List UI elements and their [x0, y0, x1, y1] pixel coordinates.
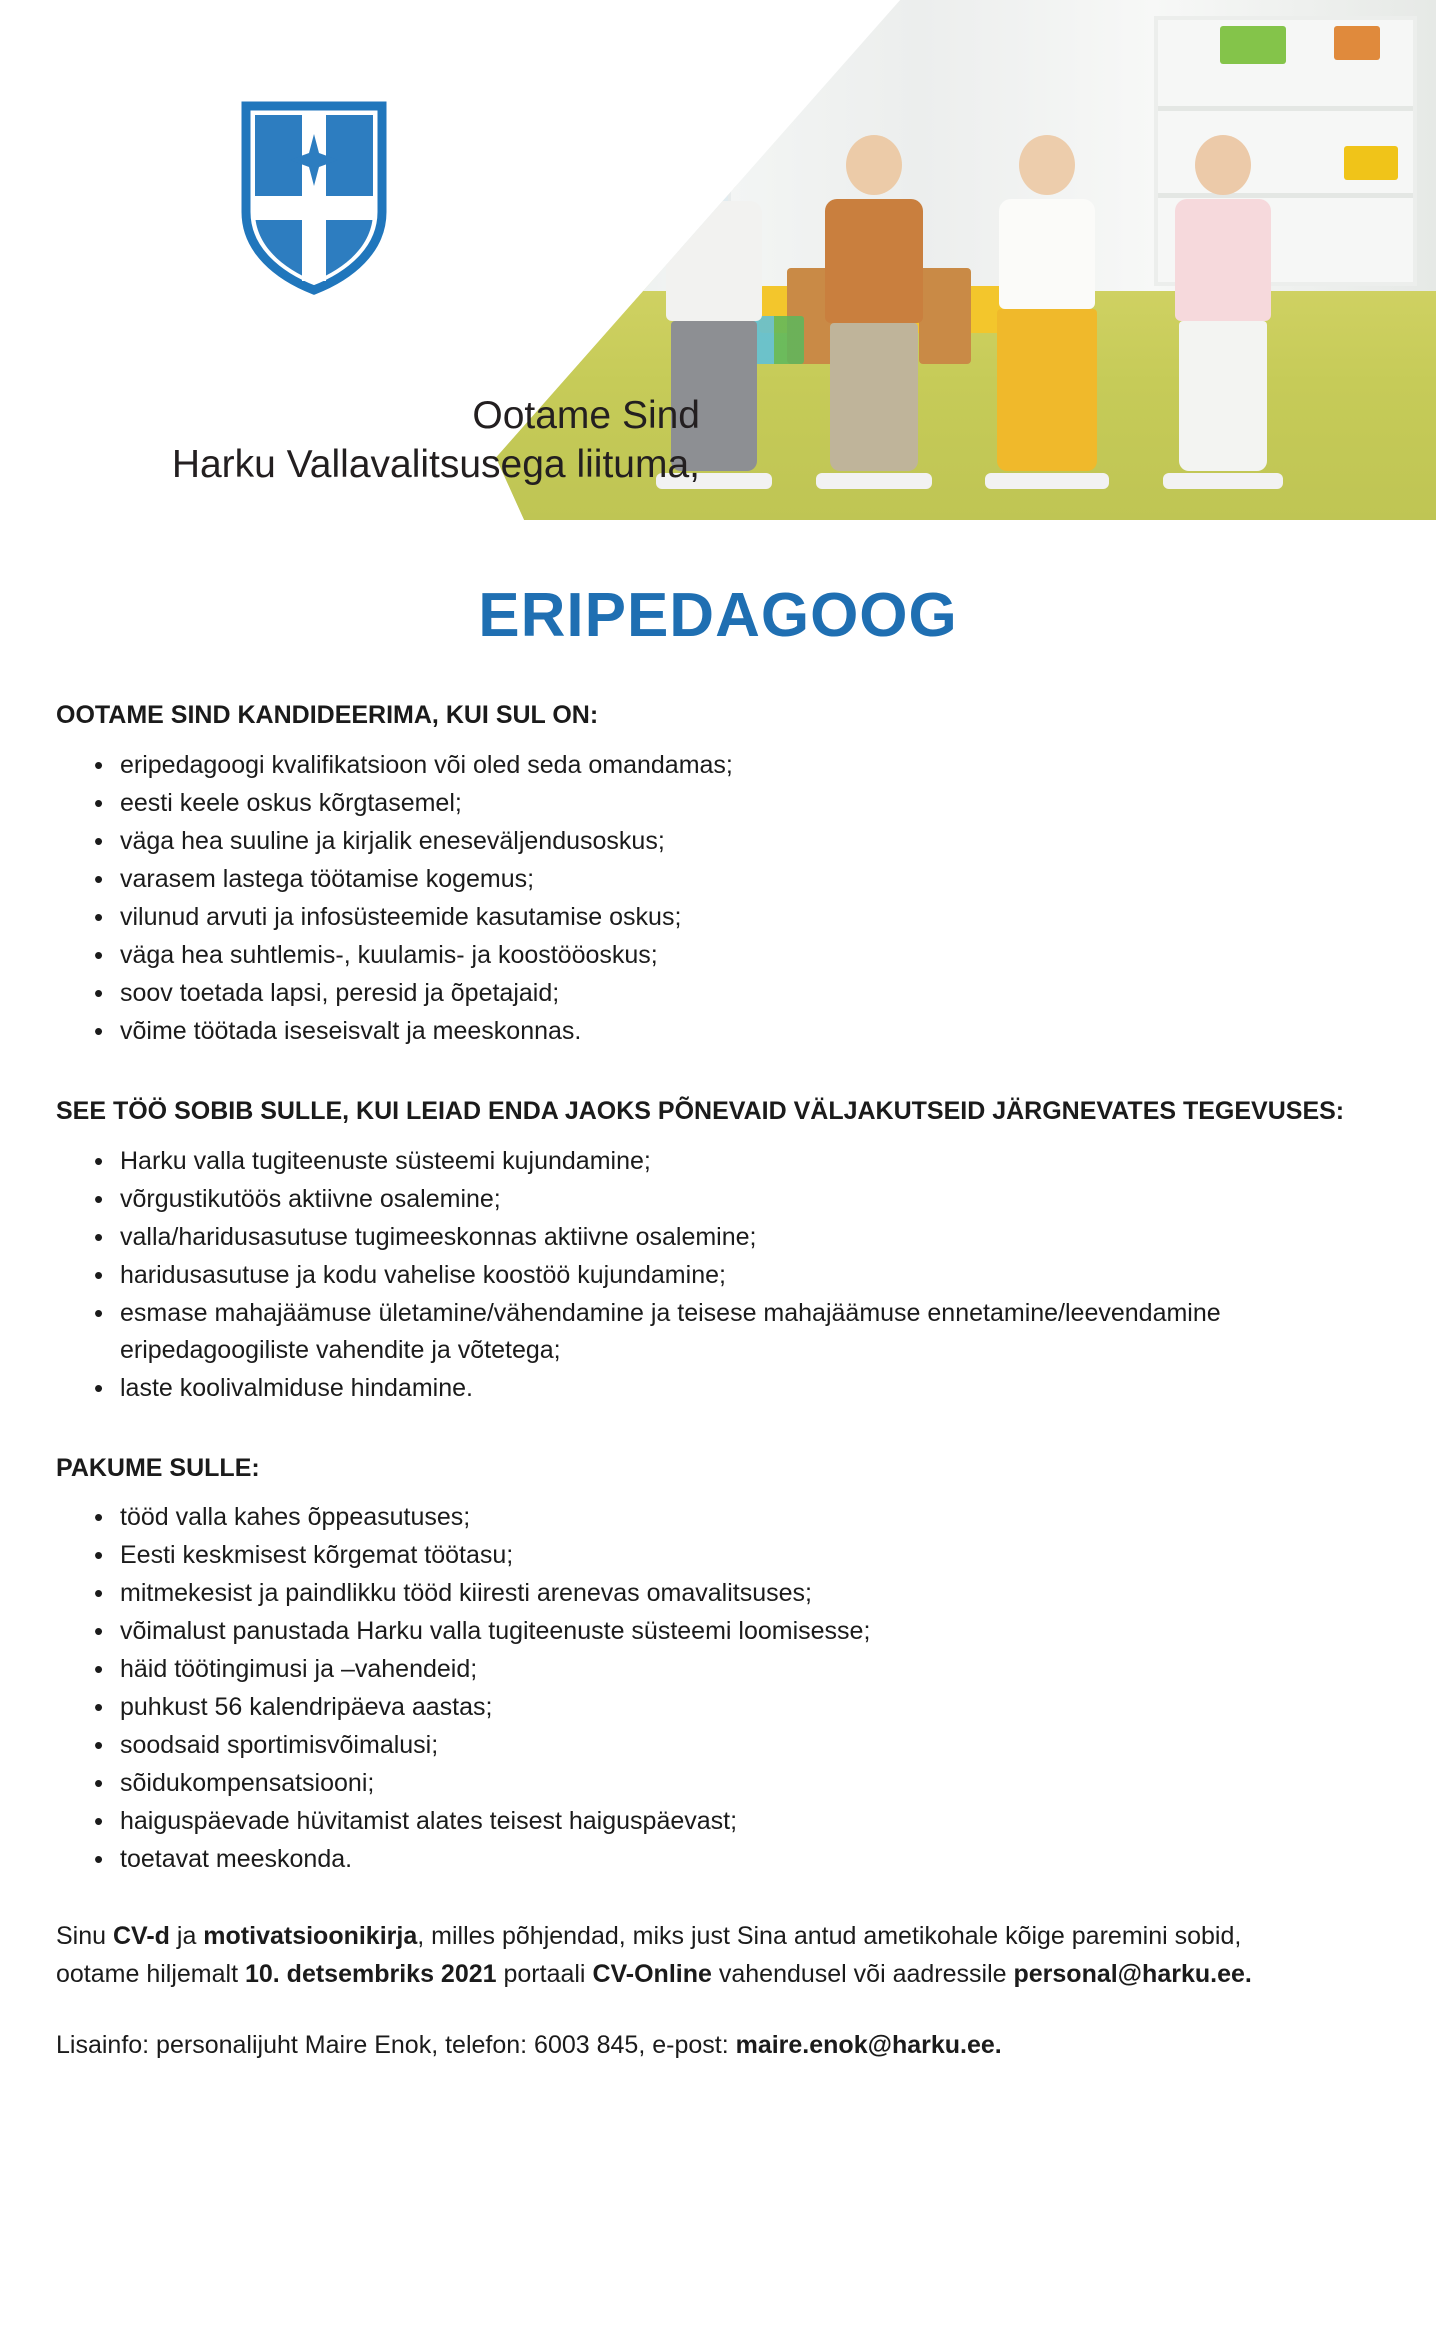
contact-line — [0, 2027, 1436, 2125]
list-item: • häid töötingimusi ja –vahendeid; — [94, 1651, 1380, 1688]
application-instructions — [0, 1918, 1330, 1993]
list-item: • võrgustikutöös aktiivne osalemine; — [94, 1181, 1380, 1218]
deadline-date: 10. detsembriks 2021 — [244, 1959, 497, 1988]
contact-prefix: Lisainfo: personalijuht Maire Enok, telefon: 6003 845, e-post: — [56, 2031, 736, 2060]
list-item: • varasem lastega töötamise kogemus; — [94, 861, 1380, 898]
list-item: • võime töötada iseseisvalt ja meeskonnas. — [94, 1013, 1380, 1050]
list-item: • mitmekesist ja paindlikku tööd kiiresti arenevas omavalitsuses; — [94, 1575, 1380, 1612]
tasks-list — [56, 1143, 1380, 1407]
application-email: personal@harku.ee. — [1013, 1959, 1252, 1988]
closing-text-c: ja — [169, 1922, 204, 1951]
job-ad-body — [0, 699, 1436, 1878]
requirements-list — [56, 747, 1380, 1050]
tasks-section — [56, 1095, 1380, 1407]
list-item: • valla/haridusasutuse tugimeeskonnas aktiivne osalemine; — [94, 1219, 1380, 1256]
closing-text-a: Sinu — [56, 1922, 113, 1951]
list-item: • puhkust 56 kalendripäeva aastas; — [94, 1689, 1380, 1726]
portal-name: CV-Online — [592, 1959, 712, 1988]
child-figure — [985, 135, 1109, 489]
motivation-letter-label: motivatsioonikirja — [203, 1922, 418, 1951]
hero-banner — [0, 0, 1436, 520]
spacer — [56, 1051, 1380, 1095]
requirements-section — [56, 699, 1380, 1050]
offer-list — [56, 1499, 1380, 1878]
list-item: • eesti keele oskus kõrgtasemel; — [94, 785, 1380, 822]
list-item: • haridusasutuse ja kodu vahelise koostöö kujundamine; — [94, 1257, 1380, 1294]
list-item: • soodsaid sportimisvõimalusi; — [94, 1727, 1380, 1764]
list-item: • Harku valla tugiteenuste süsteemi kujundamine; — [94, 1143, 1380, 1180]
list-item: • haiguspäevade hüvitamist alates teisest haiguspäevast; — [94, 1803, 1380, 1840]
cv-label: CV-d — [112, 1922, 170, 1951]
window-shape — [543, 10, 731, 249]
harku-coat-of-arms-icon — [240, 100, 388, 296]
list-item: • soov toetada lapsi, peresid ja õpetajaid; — [94, 975, 1380, 1012]
list-item: • tööd valla kahes õppeasutuses; — [94, 1499, 1380, 1536]
list-item: • vilunud arvuti ja infosüsteemide kasutamise oskus; — [94, 899, 1380, 936]
closing-text-g: portaali — [496, 1959, 593, 1988]
list-item: • toetavat meeskonda. — [94, 1841, 1380, 1878]
toy-box-orange — [1334, 26, 1380, 60]
offer-section — [56, 1452, 1380, 1879]
list-item: • Eesti keskmisest kõrgemat töötasu; — [94, 1537, 1380, 1574]
list-item: • sõidukompensatsiooni; — [94, 1765, 1380, 1802]
spacer — [56, 1408, 1380, 1452]
list-item: • laste koolivalmiduse hindamine. — [94, 1370, 1380, 1407]
section-heading: OOTAME SIND KANDIDEERIMA, KUI SUL ON: — [56, 701, 599, 729]
list-item: • väga hea suhtlemis-, kuulamis- ja koostööoskus; — [94, 937, 1380, 974]
child-figure — [816, 135, 932, 489]
job-title: ERIPEDAGOOG — [478, 581, 958, 650]
list-item: • võimalust panustada Harku valla tugiteenuste süsteemi loomisesse; — [94, 1613, 1380, 1650]
headline-line-2: Harku Vallavalitsusega liituma, — [171, 442, 700, 486]
section-heading: SEE TÖÖ SOBIB SULLE, KUI LEIAD ENDA JAOKS PÕNEVAID VÄLJAKUTSEID JÄRGNEVATES TEGEVUSES: — [56, 1096, 1345, 1125]
closing-text-i: vahendusel või aadressile — [711, 1959, 1014, 1988]
list-item: • eripedagoogi kvalifikatsioon või oled seda omandamas; — [94, 747, 1380, 784]
toy-box-yellow — [1344, 146, 1398, 180]
list-item: • väga hea suuline ja kirjalik eneseväljendusoskus; — [94, 823, 1380, 860]
closing-text-e: , milles põhjendad, miks just Sina antud ametikohale kõige paremini sobid, ootame hiljemalt — [56, 1922, 1242, 1988]
child-figure — [1163, 135, 1283, 489]
list-item: • esmase mahajäämuse ületamine/vähendamine ja teisese mahajäämuse ennetamine/leevendamine eripedagoogiliste vahendite ja võtetega; — [94, 1295, 1380, 1369]
toy-box-green — [1220, 26, 1286, 64]
contact-email: maire.enok@harku.ee. — [735, 2031, 1002, 2060]
headline-line-1: Ootame Sind — [472, 394, 700, 437]
headline-block — [0, 392, 700, 490]
section-heading: PAKUME SULLE: — [56, 1453, 260, 1482]
